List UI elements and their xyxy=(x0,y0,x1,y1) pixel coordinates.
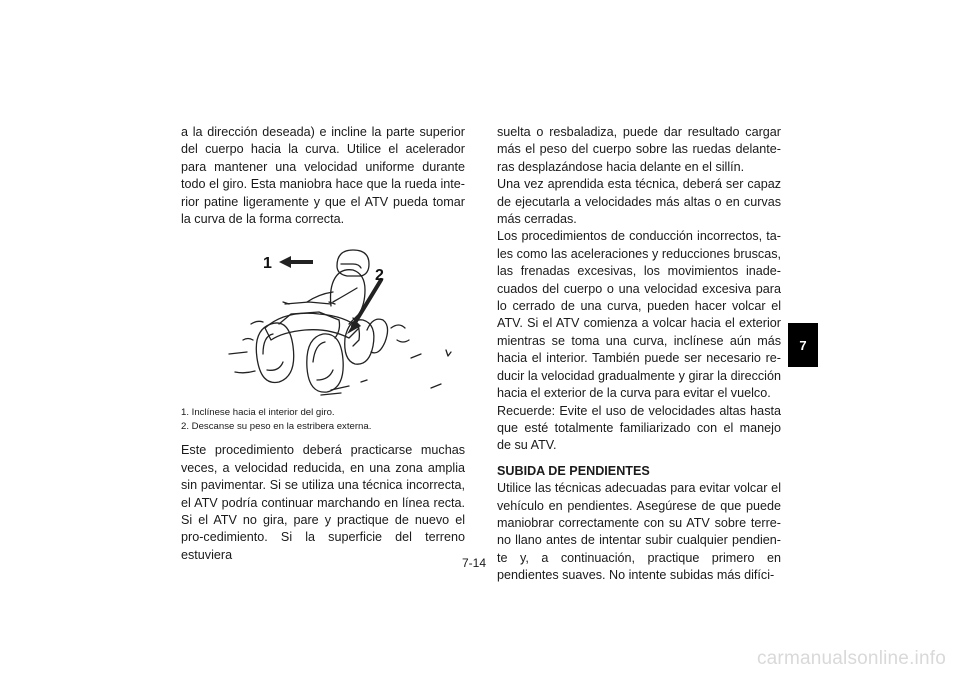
callout-label-2: 2 xyxy=(375,267,384,285)
figure-captions xyxy=(181,406,465,434)
body-paragraph: Este procedimiento deberá practicarse muchas veces, a velocidad reducida, en una zona amplia sin pavimentar. Si se utiliza una técnica incorrecta, el ATV podría continuar marchando en línea recta. Si el ATV no gira, pare y practique de nuevo el pro-cedimiento. Si la superficie del terreno estuviera xyxy=(181,443,465,562)
watermark: carmanualsonline.info xyxy=(756,648,946,669)
body-paragraph: Una vez aprendida esta técnica, deberá ser capaz de ejecutarla a velocidades más altas o en curvas más cerradas. xyxy=(497,177,781,227)
atv-rider-drawing xyxy=(181,232,465,402)
atv-turning-illustration xyxy=(181,232,465,402)
caption-item: 2. Descanse su peso en la estribera externa. xyxy=(181,421,372,433)
callout-label-1: 1 xyxy=(263,255,272,273)
body-paragraph: Utilice las técnicas adecuadas para evitar volcar el vehículo en pendientes. Asegúrese de que puede maniobrar correctamente con su ATV sobre terre-no llano antes de intentar subir cualquier pendien-te y, a continuación, practique primero en pendientes suaves. No intente subidas más difíci- xyxy=(497,481,781,583)
page-number: 7-14 xyxy=(462,556,487,570)
body-paragraph: Los procedimientos de conducción incorrectos, ta-les como las aceleraciones y reducciones bruscas, las frenadas excesivas, los movimientos inade-cuados del cuerpo o una velocidad excesiva para lo cerrado de una curva, pueden hacer volcar el ATV. Si el ATV comienza a volcar hacia el exterior mientras se toma una curva, inclínese aún más hacia el interior. También puede ser necesario re-ducir la velocidad gradualmente y girar la dirección hacia el exterior de la curva para evitar el vuelco. xyxy=(497,229,781,401)
chapter-tab: 7 xyxy=(788,323,818,367)
section-heading: SUBIDA DE PENDIENTES xyxy=(497,463,650,478)
body-paragraph: a la dirección deseada) e incline la parte superior del cuerpo hacia la curva. Utilice el acelerador para mantener una velocidad uniforme durante todo el giro. Esta maniobra hace que la rueda inte-rior patine ligeramente y que el ATV pueda tomar la curva de la forma correcta. xyxy=(181,125,465,227)
left-column xyxy=(181,124,465,564)
caption-item: 1. Inclínese hacia el interior del giro. xyxy=(181,407,335,419)
right-column xyxy=(497,124,781,585)
body-paragraph: suelta o resbaladiza, puede dar resultado cargar más el peso del cuerpo sobre las ruedas delante-ras desplazándose hacia delante en el sillín. xyxy=(497,125,781,174)
body-paragraph: Recuerde: Evite el uso de velocidades altas hasta que esté totalmente familiarizado con el manejo de su ATV. xyxy=(497,403,781,453)
